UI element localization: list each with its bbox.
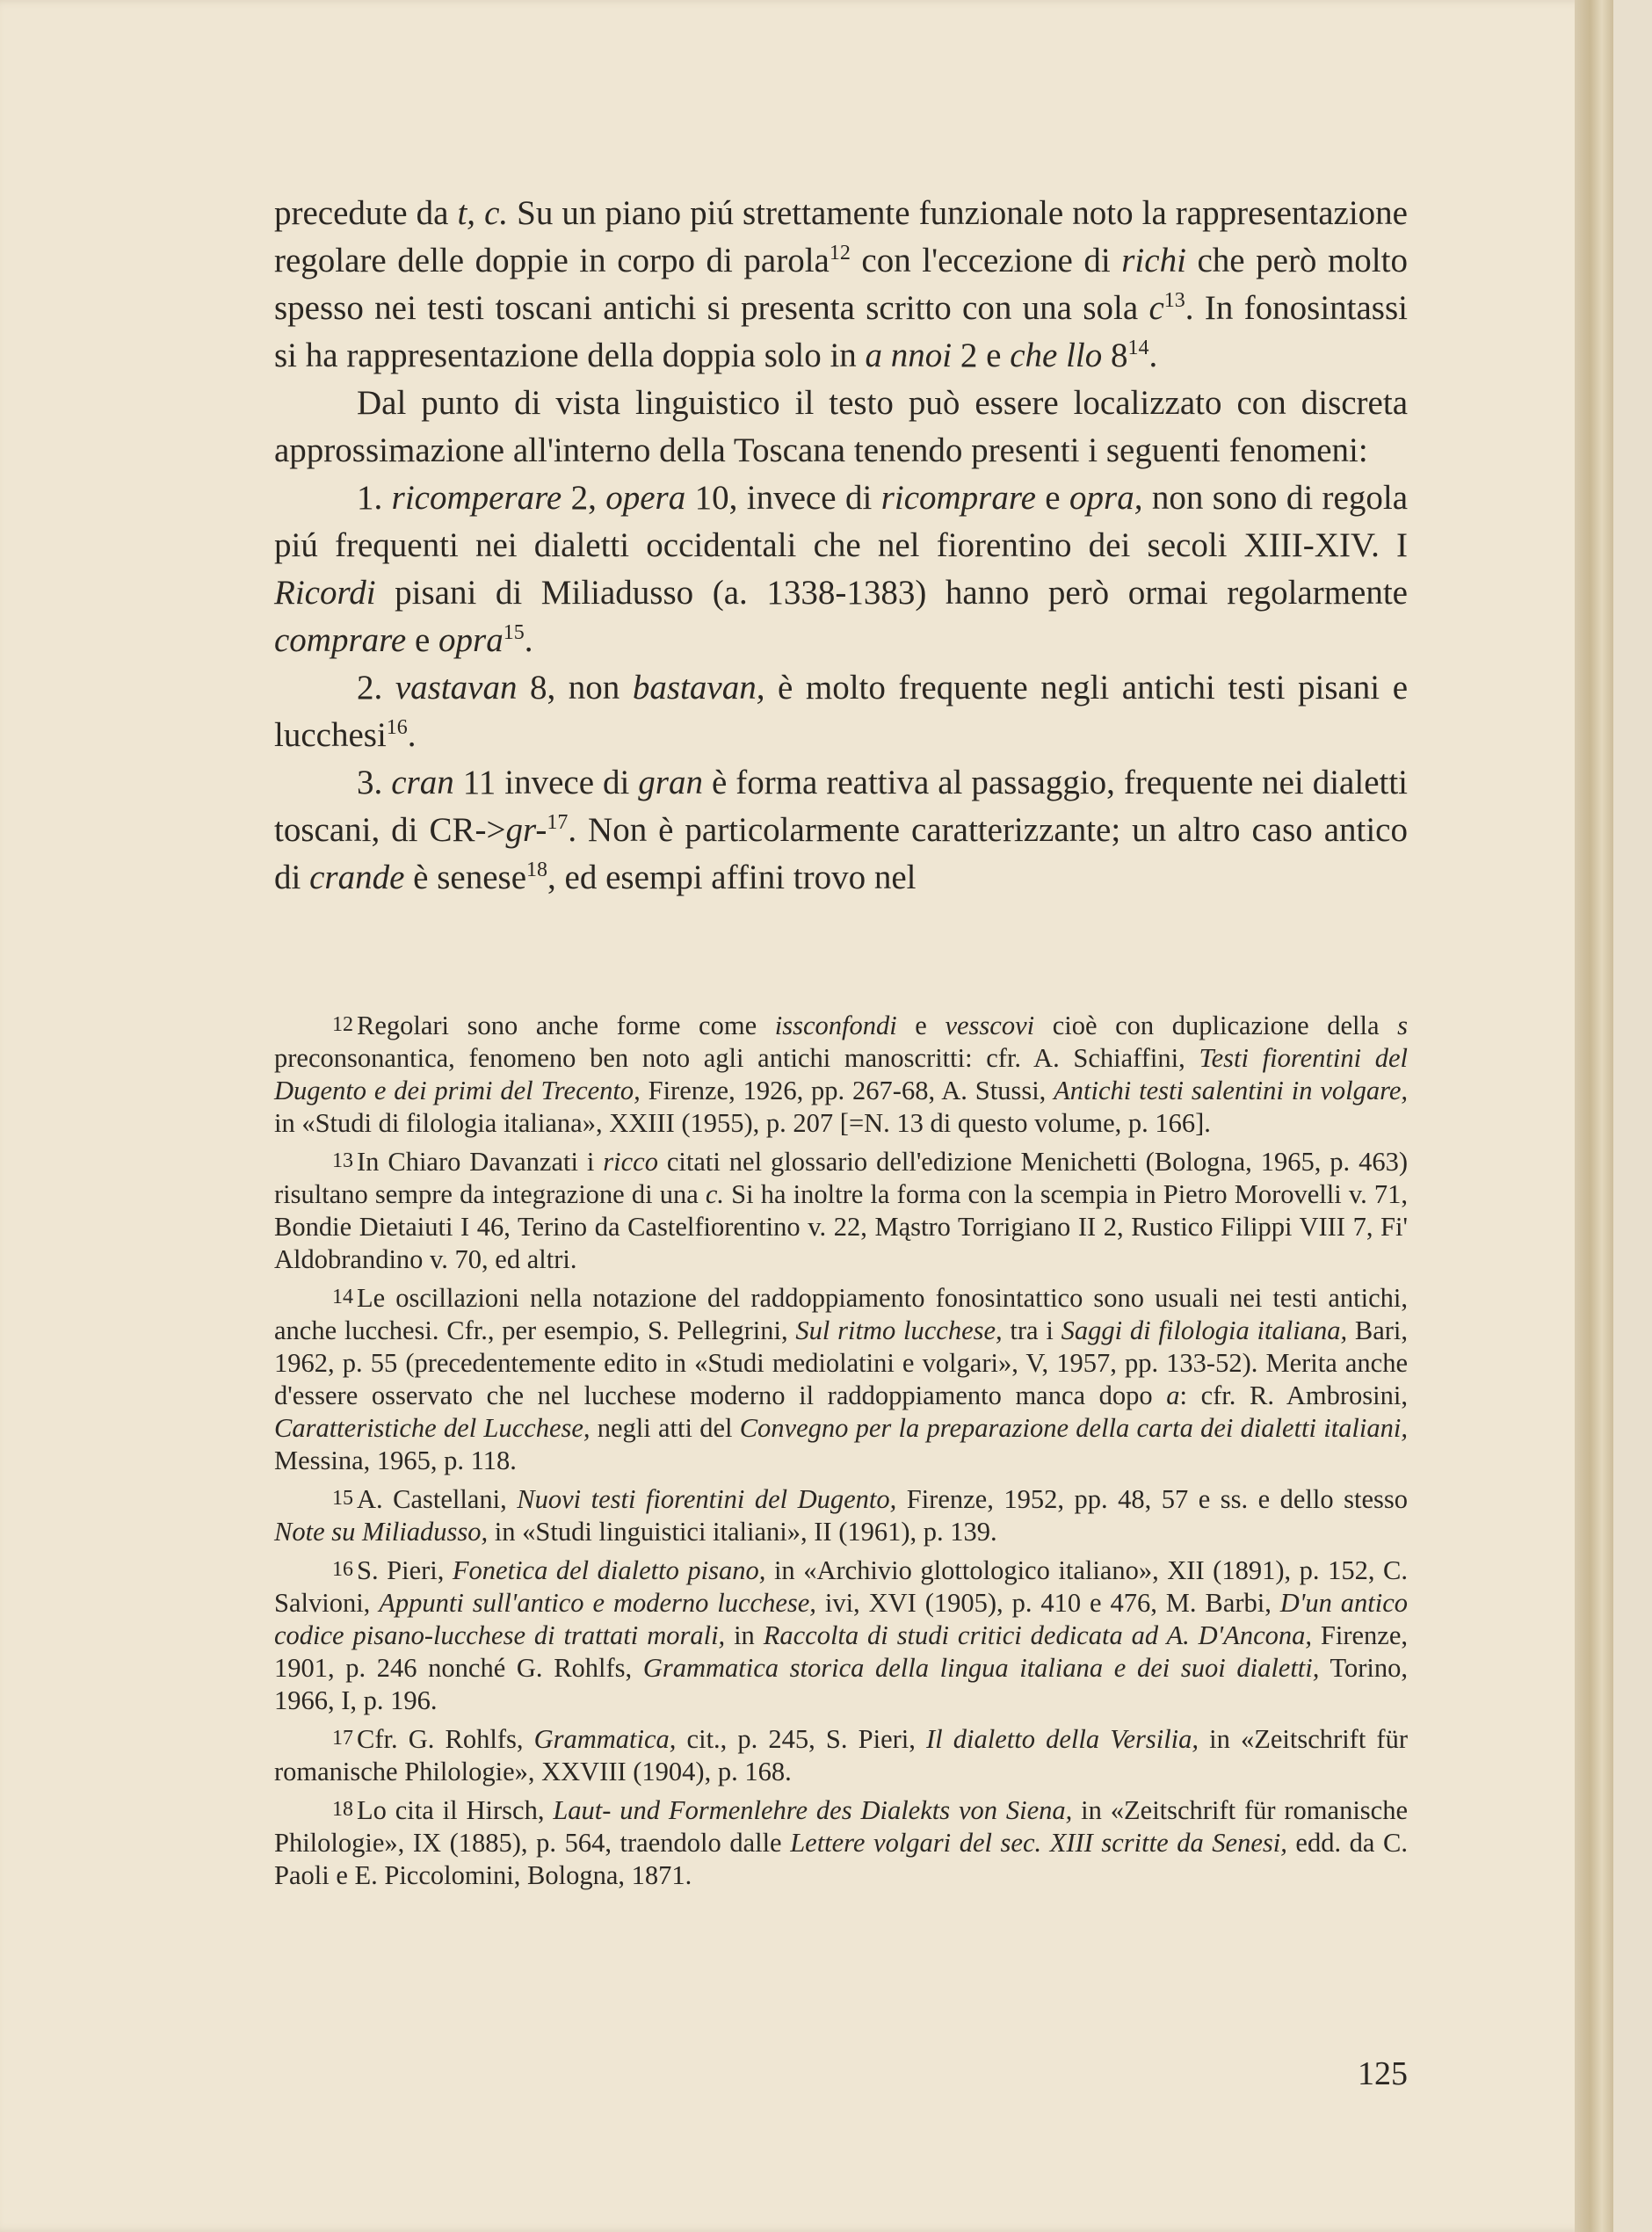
text-run: Firenze, 1926, pp. 267-68, A. Stussi, bbox=[640, 1076, 1054, 1105]
italic-text: Note su Miliadusso, bbox=[274, 1517, 489, 1547]
italic-text: gr- bbox=[505, 811, 547, 849]
text-run: S. Pieri, bbox=[357, 1555, 453, 1585]
italic-text: s bbox=[1397, 1011, 1408, 1040]
footnote-number: 12 bbox=[332, 1013, 353, 1036]
text-run: 1. bbox=[357, 479, 392, 517]
italic-text: richi bbox=[1121, 242, 1186, 279]
text-run: in «Studi linguistici italiani», II (1961), p. 139. bbox=[488, 1517, 997, 1547]
italic-text: ricomperare bbox=[391, 479, 562, 517]
text-run: in «Studi di filologia italiana», XXIII (1955), p. 207 [=N. 13 di questo volume, p. 166]. bbox=[274, 1108, 1211, 1138]
page-edge bbox=[1575, 0, 1613, 2232]
text-run: e bbox=[406, 621, 439, 659]
text-run: Firenze, 1901, p. 246 nonché G. Rohlfs, bbox=[274, 1620, 1408, 1683]
footnote-text bbox=[274, 1795, 1408, 1890]
italic-text: t, c. bbox=[457, 194, 509, 232]
text-run: cioè con duplicazione della bbox=[1034, 1011, 1398, 1040]
footnote-text bbox=[274, 1011, 1408, 1138]
text-run: con l'eccezione di bbox=[850, 242, 1122, 279]
italic-text: Grammatica storica della lingua italiana e dei suoi dialetti, bbox=[642, 1653, 1320, 1683]
text-run: Dal punto di vista linguistico il testo può essere localizzato con discreta approssimazione all'interno della Toscana tenendo presenti i seguenti fenomeni: bbox=[274, 384, 1408, 469]
italic-text: Ricordi bbox=[274, 574, 376, 612]
italic-text: ricco bbox=[603, 1147, 658, 1177]
italic-text: opra bbox=[438, 621, 504, 659]
text-run: Le oscillazioni nella notazione del raddoppiamento fonosintattico sono usuali nei testi antichi, anche lucchesi. Cfr., per esempio, S. Pellegrini, bbox=[274, 1283, 1408, 1345]
paragraph-3 bbox=[274, 475, 1408, 664]
text-run: 2. bbox=[357, 669, 395, 707]
italic-text: cran bbox=[391, 764, 454, 801]
paragraph-1 bbox=[274, 190, 1408, 380]
text-run: ivi, XVI (1905), p. 410 e 476, M. Barbi, bbox=[815, 1588, 1280, 1618]
footnote-ref: 16 bbox=[386, 716, 408, 739]
text-run: edd. da C. Paoli e E. Piccolomini, Bologna, 1871. bbox=[274, 1828, 1409, 1890]
footnote-ref: 15 bbox=[503, 621, 525, 644]
italic-text: Saggi di filologia italiana, bbox=[1061, 1315, 1348, 1345]
footnote-number: 18 bbox=[332, 1798, 353, 1821]
text-run: : cfr. R. Ambrosini, bbox=[1179, 1381, 1408, 1410]
text-run: 8, non bbox=[517, 669, 633, 707]
italic-text: bastavan, bbox=[632, 669, 765, 707]
italic-text: comprare bbox=[274, 621, 407, 659]
footnote-ref: 12 bbox=[829, 242, 851, 265]
text-run: Messina, 1965, p. 118. bbox=[274, 1446, 517, 1475]
footnote bbox=[274, 1009, 1408, 1140]
footnote-number: 15 bbox=[332, 1487, 353, 1510]
italic-text: a bbox=[1166, 1381, 1180, 1410]
italic-text: Grammatica, bbox=[533, 1724, 677, 1754]
text-run: in «Zeitschrift für romanische Philologie», XXVIII (1904), p. 168. bbox=[274, 1724, 1408, 1786]
footnote bbox=[274, 1554, 1408, 1717]
text-run: 2, bbox=[562, 479, 606, 517]
text-run: , ed esempi affini trovo nel bbox=[547, 859, 917, 896]
paragraph-5 bbox=[274, 759, 1408, 902]
italic-text: gran bbox=[638, 764, 703, 801]
footnote-text bbox=[274, 1484, 1408, 1547]
footnote bbox=[274, 1145, 1408, 1276]
italic-text: ricomprare bbox=[880, 479, 1036, 517]
footnote-number: 16 bbox=[332, 1558, 353, 1581]
footnote bbox=[274, 1482, 1408, 1548]
text-run: in «Archivio glottologico italiano», XII (1891), p. 152, C. Salvioni, bbox=[274, 1555, 1408, 1618]
text-run: Regolari sono anche forme come bbox=[357, 1011, 775, 1040]
italic-text: vastavan bbox=[395, 669, 518, 707]
text-run: Lo cita il Hirsch, bbox=[357, 1795, 554, 1825]
text-run: . Non è particolarmente caratterizzante; un altro caso antico di bbox=[274, 811, 1408, 896]
italic-text: a nnoi bbox=[865, 337, 953, 374]
text-run: . bbox=[524, 621, 533, 659]
footnote bbox=[274, 1281, 1408, 1477]
italic-text: Sul ritmo lucchese, bbox=[795, 1315, 1003, 1345]
text-run: Firenze, 1952, pp. 48, 57 e ss. e dello stesso bbox=[896, 1484, 1408, 1514]
italic-text: Laut- und Formenlehre des Dialekts von Siena, bbox=[553, 1795, 1073, 1825]
italic-text: Nuovi testi fiorentini del Dugento, bbox=[517, 1484, 897, 1514]
footnote-number: 17 bbox=[332, 1727, 353, 1750]
italic-text: Caratteristiche del Lucchese, bbox=[274, 1413, 591, 1443]
footnote-ref: 13 bbox=[1163, 289, 1185, 312]
text-run: è forma reattiva al passaggio, frequente nei dialetti toscani, di CR-> bbox=[274, 764, 1409, 849]
text-run: negli atti del bbox=[590, 1413, 740, 1443]
text-run: in bbox=[725, 1620, 764, 1650]
text-run: A. Castellani, bbox=[357, 1484, 518, 1514]
text-run: preconsonantica, fenomeno ben noto agli antichi manoscritti: cfr. A. Schiaffini, bbox=[274, 1043, 1199, 1073]
main-text bbox=[274, 190, 1408, 902]
footnote bbox=[274, 1722, 1408, 1788]
italic-text: Fonetica del dialetto pisano, bbox=[452, 1555, 766, 1585]
italic-text: Il dialetto della Versilia, bbox=[926, 1724, 1199, 1754]
text-run: Su un piano piú strettamente funzionale noto la rappresentazione regolare delle doppie in corpo di parola bbox=[274, 194, 1408, 279]
text-run: . bbox=[1148, 337, 1158, 374]
italic-text: D'un antico codice pisano-lucchese di trattati morali, bbox=[274, 1588, 1409, 1650]
page-number: 125 bbox=[1358, 2055, 1408, 2092]
italic-text: che llo bbox=[1010, 337, 1103, 374]
text-run: 2 e bbox=[952, 337, 1011, 374]
italic-text: opra, bbox=[1069, 479, 1143, 517]
text-run: Si ha inoltre la forma con la scempia in Pietro Morovelli v. 71, Bondie Dietaiuti I 46, Terino da Castelfiorentino v. 22, Mąstro Torrigiano II 2, Rustico Filippi VIII 7, Fi' Aldobrandino v. 70, ed altri. bbox=[274, 1179, 1408, 1274]
text-run: cit., p. 245, S. Pieri, bbox=[676, 1724, 927, 1754]
italic-text: Convegno per la preparazione della carta dei dialetti italiani, bbox=[739, 1413, 1408, 1443]
footnotes bbox=[274, 1009, 1408, 1897]
italic-text: Lettere volgari del sec. XIII scritte da Senesi, bbox=[790, 1828, 1287, 1858]
footnote-ref: 17 bbox=[547, 811, 569, 834]
text-run: in «Zeitschrift für romanische Philologie», IX (1885), p. 564, traendolo dalle bbox=[274, 1795, 1408, 1858]
text-run: e bbox=[1035, 479, 1070, 517]
paragraph-2 bbox=[274, 380, 1408, 475]
text-run: Torino, 1966, I, p. 196. bbox=[274, 1653, 1408, 1715]
footnote bbox=[274, 1794, 1408, 1892]
text-run: 3. bbox=[357, 764, 392, 801]
paragraph-4 bbox=[274, 664, 1408, 759]
text-run: Bari, 1962, p. 55 (precedentemente edito in «Studi mediolatini e volgari», V, 1957, pp. 133-52). Merita anche d'essere osservato che nel lucchese moderno il raddoppiamento manca dopo bbox=[274, 1315, 1408, 1410]
italic-text: crande bbox=[309, 859, 405, 896]
text-run: è molto frequente negli antichi testi pisani e lucchesi bbox=[274, 669, 1409, 754]
text-run: . bbox=[407, 716, 417, 754]
text-run: pisani di Miliadusso (a. 1338-1383) hanno però ormai regolarmente bbox=[375, 574, 1408, 612]
italic-text: Antichi testi salentini in volgare, bbox=[1054, 1076, 1408, 1105]
footnote-number: 13 bbox=[332, 1149, 353, 1172]
italic-text: Testi fiorentini del Dugento e dei primi del Trecento, bbox=[274, 1043, 1408, 1105]
text-run: 10, invece di bbox=[685, 479, 881, 517]
italic-text: opera bbox=[605, 479, 686, 517]
italic-text: c bbox=[1148, 289, 1164, 327]
text-run: 8 bbox=[1102, 337, 1128, 374]
footnote-number: 14 bbox=[332, 1286, 353, 1308]
footnote-ref: 18 bbox=[526, 859, 548, 881]
italic-text: Raccolta di studi critici dedicata ad A. D'Ancona, bbox=[763, 1620, 1312, 1650]
text-run: Cfr. G. Rohlfs, bbox=[357, 1724, 534, 1754]
text-run: citati nel glossario dell'edizione Menichetti (Bologna, 1965, p. 463) risultano sempre da integrazione di una bbox=[274, 1147, 1408, 1209]
footnote-text bbox=[274, 1555, 1408, 1715]
text-run: precedute da bbox=[274, 194, 458, 232]
italic-text: c. bbox=[705, 1179, 725, 1209]
footnote-ref: 14 bbox=[1127, 337, 1149, 359]
text-run: che però molto spesso nei testi toscani antichi si presenta scritto con una sola bbox=[274, 242, 1408, 327]
text-run: e bbox=[896, 1011, 946, 1040]
text-run: 11 invece di bbox=[453, 764, 639, 801]
text-run: tra i bbox=[1002, 1315, 1061, 1345]
footnote-text bbox=[274, 1147, 1408, 1274]
italic-text: vesscovi bbox=[945, 1011, 1035, 1040]
footnote-text bbox=[274, 1283, 1408, 1475]
text-run: . In fonosintassi si ha rappresentazione della doppia solo in bbox=[274, 289, 1408, 374]
text-run: non sono di regola piú frequenti nei dialetti occidentali che nel fiorentino dei secoli XIII-XIV. I bbox=[274, 479, 1409, 564]
italic-text: Appunti sull'antico e moderno lucchese, bbox=[379, 1588, 816, 1618]
text-run: In Chiaro Davanzati i bbox=[357, 1147, 604, 1177]
footnote-text bbox=[274, 1724, 1408, 1786]
text-run: è senese bbox=[404, 859, 527, 896]
italic-text: issconfondi bbox=[774, 1011, 897, 1040]
